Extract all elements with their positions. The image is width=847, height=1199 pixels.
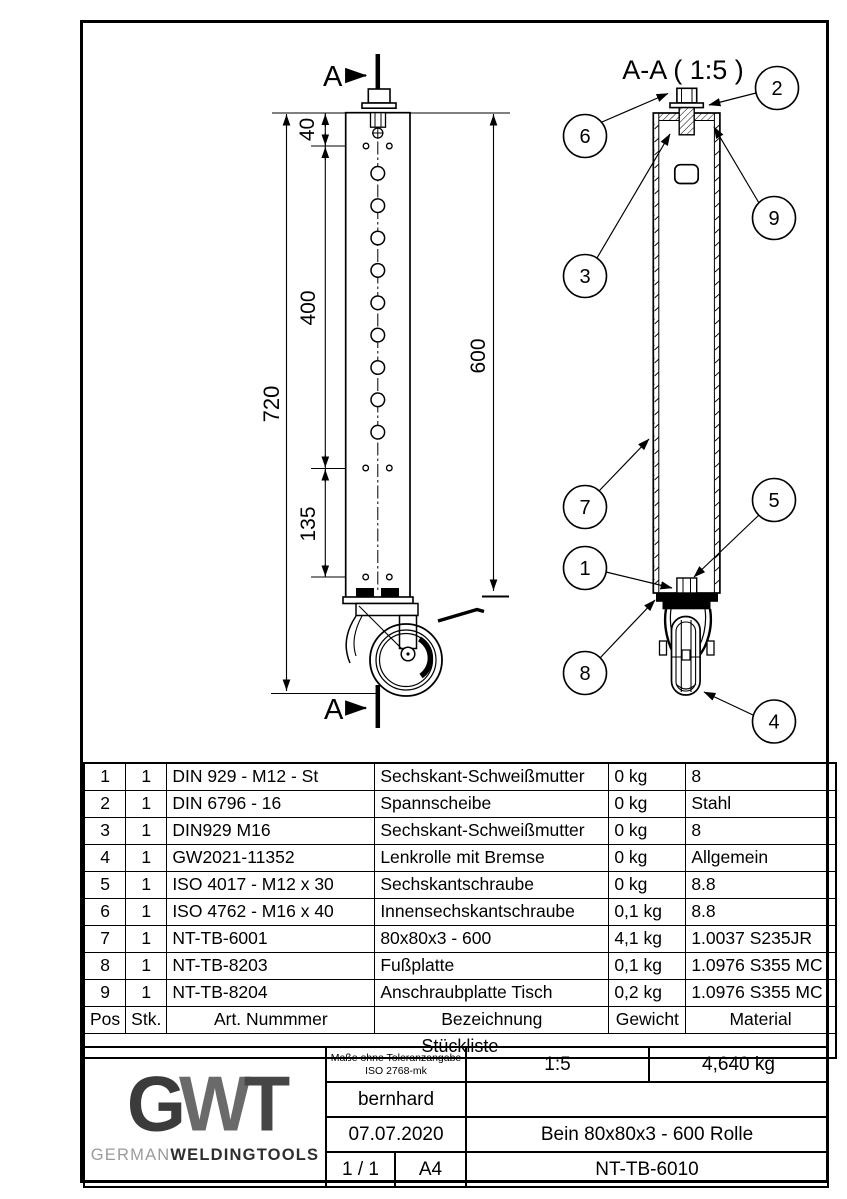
cell-pos: 8 [84,953,126,980]
cell-art: ISO 4762 - M16 x 40 [167,899,375,926]
cell-material: Allgemein [686,845,836,872]
cell-bez: Sechskant-Schweißmutter [375,763,609,791]
tolerance-line1: Maße ohne Toleranzangabe [330,1052,462,1065]
cell-bez: 80x80x3 - 600 [375,926,609,953]
cell-gewicht: 0 kg [609,818,686,845]
cell-gewicht: 0 kg [609,872,686,899]
cell-pos: 4 [84,845,126,872]
svg-text:7: 7 [579,497,591,519]
cell-stk: 1 [126,926,167,953]
section-cut-bottom [324,685,378,728]
cell-material: 1.0976 S355 MC [686,980,836,1007]
header-bez: Bezeichnung [375,1007,609,1034]
header-stk: Stk. [126,1007,167,1034]
cell-pos: 1 [84,763,126,791]
cell-material: 8 [686,763,836,791]
cell-stk: 1 [126,872,167,899]
cell-art: NT-TB-8204 [167,980,375,1007]
table-row [84,845,836,872]
svg-text:9: 9 [768,208,780,230]
foot-plate-section [657,593,718,601]
section-label-top: A [323,61,343,93]
cell-gewicht: 0,2 kg [609,980,686,1007]
caster-section [657,578,718,695]
cell-gewicht: 0 kg [609,791,686,818]
svg-text:8: 8 [579,663,591,685]
cell-art: NT-TB-8203 [167,953,375,980]
brake-lever [438,610,484,622]
drawing-date: 07.07.2020 [326,1117,466,1152]
cell-bez: Lenkrolle mit Bremse [375,845,609,872]
cell-bez: Sechskant-Schweißmutter [375,818,609,845]
brake-arc [420,639,431,676]
dim-600: 600 [467,338,490,374]
table-header-row [84,1007,836,1034]
table-row [84,818,836,845]
cell-stk: 1 [126,763,167,791]
svg-text:2: 2 [771,78,783,100]
cell-material: 1.0037 S235JR [686,926,836,953]
cell-pos: 7 [84,926,126,953]
cell-gewicht: 0,1 kg [609,899,686,926]
header-art: Art. Nummmer [167,1007,375,1034]
sheet-number: 1 / 1 [326,1152,395,1187]
cell-gewicht: 0 kg [609,763,686,791]
cell-bez: Anschraubplatte Tisch [375,980,609,1007]
slot-hole [675,165,698,184]
logo-sub-german: GERMAN [90,1145,171,1164]
table-row [84,926,836,953]
dim-400: 400 [297,290,320,326]
table-row [84,953,836,980]
header-material: Material [686,1007,836,1034]
cell-stk: 1 [126,845,167,872]
dim-40: 40 [296,117,319,142]
cell-gewicht: 0 kg [609,845,686,872]
company-logo [84,1047,326,1187]
parts-list-table [83,762,837,1059]
cell-art: DIN 6796 - 16 [167,791,375,818]
cell-stk: 1 [126,791,167,818]
empty-cell [466,1082,828,1117]
svg-text:1: 1 [579,558,591,580]
logo-letter-w: W [178,1061,244,1148]
table-row [84,980,836,1007]
cell-material: 8.8 [686,899,836,926]
table-row [84,899,836,926]
gwt-logo-text [85,1061,325,1148]
table-row [84,872,836,899]
tolerance-line2: ISO 2768-mk [365,1064,427,1077]
parts-list-title: Stückliste [84,1034,836,1059]
cell-material: 8.8 [686,872,836,899]
balloon-9 [714,127,796,240]
cell-bez: Spannscheibe [375,791,609,818]
paper-format: A4 [395,1152,466,1187]
caster-front [343,589,484,697]
logo-letter-g: G [126,1061,179,1148]
cell-art: DIN929 M16 [167,818,375,845]
drawing-description: Bein 80x80x3 - 600 Rolle [466,1117,828,1152]
cell-bez: Innensechskantschraube [375,899,609,926]
header-gewicht: Gewicht [609,1007,686,1034]
dim-135: 135 [297,506,320,542]
technical-drawing [80,20,829,763]
cell-pos: 6 [84,899,126,926]
balloon-8 [564,600,656,695]
leg-tube-section [653,113,720,593]
logo-sub-weldingtools: WELDINGTOOLS [170,1145,320,1164]
balloon-4 [704,692,796,743]
balloon-6 [564,94,669,158]
cell-art: DIN 929 - M12 - St [167,763,375,791]
cell-stk: 1 [126,818,167,845]
cell-gewicht: 0,1 kg [609,953,686,980]
cell-stk: 1 [126,899,167,926]
foot-plate-front [343,597,413,604]
cell-art: NT-TB-6001 [167,926,375,953]
header-pos: Pos [84,1007,126,1034]
cell-bez: Fußplatte [375,953,609,980]
table-row [84,763,836,791]
svg-text:3: 3 [579,266,591,288]
tolerance-note [326,1047,466,1082]
cell-material: Stahl [686,791,836,818]
svg-text:6: 6 [579,126,591,148]
cell-pos: 5 [84,872,126,899]
section-cut-top [323,54,378,93]
section-label-bottom: A [324,694,344,726]
cell-art: ISO 4017 - M12 x 30 [167,872,375,899]
section-view-title: A-A ( 1:5 ) [622,55,744,85]
balloon-7 [564,439,650,529]
part-number: NT-TB-6010 [466,1152,828,1187]
logo-letter-t: T [243,1061,284,1148]
cell-pos: 3 [84,818,126,845]
drawing-scale: 1:5 [466,1047,649,1082]
cell-material: 8 [686,818,836,845]
section-view [564,55,799,743]
cell-stk: 1 [126,953,167,980]
cell-material: 1.0976 S355 MC [686,953,836,980]
cell-gewicht: 4,1 kg [609,926,686,953]
logo-subtitle [85,1147,325,1164]
front-view [271,54,510,728]
svg-text:4: 4 [768,711,780,734]
cell-pos: 9 [84,980,126,1007]
author-name: bernhard [326,1082,466,1117]
table-row [84,791,836,818]
title-block [83,1046,829,1188]
svg-text:5: 5 [768,490,780,512]
dim-720: 720 [259,385,284,423]
cell-stk: 1 [126,980,167,1007]
drawing-weight: 4,640 kg [649,1047,828,1082]
cell-pos: 2 [84,791,126,818]
cell-art: GW2021-11352 [167,845,375,872]
cell-bez: Sechskantschraube [375,872,609,899]
